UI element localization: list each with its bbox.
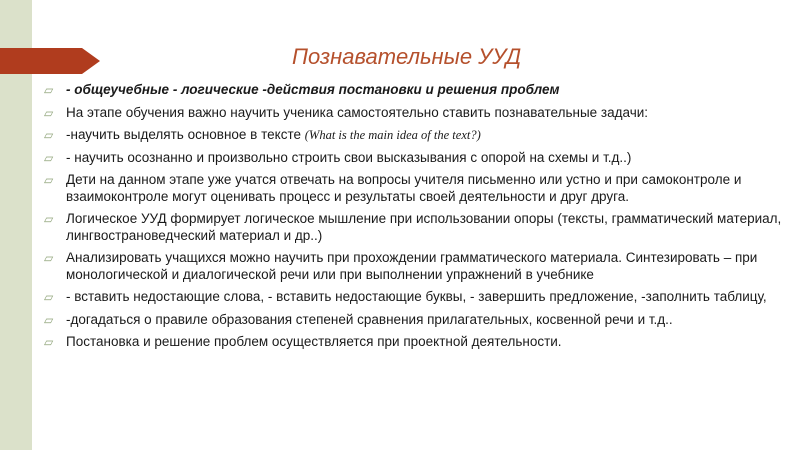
bullet-icon: ▱ bbox=[44, 251, 54, 265]
bullet-icon: ▱ bbox=[44, 150, 54, 165]
item-text: Логическое УУД формирует логическое мышление при использовании опоры (тексты, грамматический материал, лингвострановедческий материал и др..) bbox=[66, 211, 782, 243]
bullet-list bbox=[44, 82, 788, 357]
bullet-icon: ▱ bbox=[44, 290, 54, 304]
slide-title: Познавательные УУД bbox=[292, 44, 522, 69]
item-example-text: (What is the main idea of the text?) bbox=[304, 128, 481, 142]
item-text: -научить выделять основное в тексте bbox=[66, 127, 305, 142]
bullet-icon: ▱ bbox=[44, 173, 54, 187]
list-item bbox=[44, 82, 788, 99]
item-text: - вставить недостающие слова, - вставить недостающие буквы, - завершить предложение, -заполнить таблицу, bbox=[66, 289, 767, 304]
list-item bbox=[44, 312, 788, 329]
bullet-icon: ▱ bbox=[44, 105, 54, 120]
item-text: Анализировать учащихся можно научить при прохождении грамматического материала. Синтезировать – при монологической и диалогической речи или при выполнении упражнений в учебнике bbox=[66, 250, 758, 282]
list-item bbox=[44, 250, 788, 283]
bullet-icon: ▱ bbox=[44, 212, 54, 226]
item-text: - общеучебные - логические -действия постановки и решения проблем bbox=[66, 82, 560, 97]
list-item bbox=[44, 211, 788, 244]
bullet-icon: ▱ bbox=[44, 335, 54, 349]
list-item bbox=[44, 127, 788, 144]
item-text: На этапе обучения важно научить ученика самостоятельно ставить познавательные задачи: bbox=[66, 104, 649, 120]
list-item bbox=[44, 289, 788, 306]
item-text: -догадаться о правиле образования степеней сравнения прилагательных, косвенной речи и т.д.. bbox=[66, 311, 673, 327]
bullet-icon: ▱ bbox=[44, 83, 54, 97]
list-item bbox=[44, 150, 788, 167]
title-accent-arrow bbox=[0, 48, 100, 74]
item-text: - научить осознанно и произвольно строить свои высказывания с опорой на схемы и т.д..) bbox=[66, 149, 632, 165]
bullet-icon: ▱ bbox=[44, 128, 54, 142]
list-item bbox=[44, 105, 788, 122]
item-text: Дети на данном этапе уже учатся отвечать на вопросы учителя письменно или устно и при самоконтроле и взаимоконтроле могут оценивать процесс и результаты своей деятельности и друг друга. bbox=[66, 172, 742, 204]
list-item bbox=[44, 334, 788, 351]
list-item bbox=[44, 172, 788, 205]
item-text: Постановка и решение проблем осуществляется при проектной деятельности. bbox=[66, 334, 562, 349]
bullet-icon: ▱ bbox=[44, 312, 54, 327]
